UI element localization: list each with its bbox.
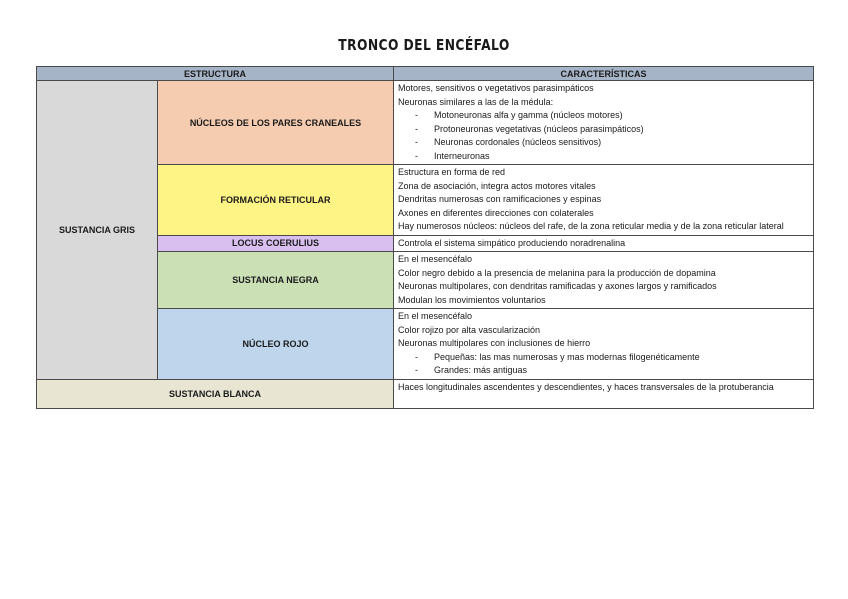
desc-formacion-reticular xyxy=(394,165,814,236)
list-item: - Protoneuronas vegetativas (núcleos parasimpáticos) xyxy=(398,123,810,137)
desc-line: Neuronas multipolares con inclusiones de hierro xyxy=(398,338,591,348)
desc-sustancia-negra xyxy=(394,252,814,309)
row-blanca xyxy=(37,379,814,408)
desc-line: En el mesencéfalo xyxy=(398,254,473,264)
desc-line: Neuronas multipolares, con dendritas ramificadas y axones largos y ramificados xyxy=(398,281,717,291)
list-item: - Neuronas cordonales (núcleos sensitivos) xyxy=(398,136,810,150)
group-sustancia-gris: SUSTANCIA GRIS xyxy=(37,81,158,380)
group-sustancia-blanca: SUSTANCIA BLANCA xyxy=(37,379,394,408)
desc-line: Color negro debido a la presencia de melanina para la producción de dopamina xyxy=(398,267,716,278)
desc-sustancia-blanca xyxy=(394,379,814,408)
header-estructura: ESTRUCTURA xyxy=(37,67,394,81)
desc-line: Dendritas numerosas con ramificaciones y espinas xyxy=(398,194,602,204)
desc-line: Estructura en forma de red xyxy=(398,167,506,177)
desc-line: Color rojizo por alta vascularización xyxy=(398,324,541,335)
desc-line: Motores, sensitivos o vegetativos parasimpáticos xyxy=(398,83,594,93)
label-sustancia-negra: SUSTANCIA NEGRA xyxy=(158,252,394,309)
page-title: TRONCO DEL ENCÉFALO xyxy=(338,36,510,54)
label-pares-craneales: NÚCLEOS DE LOS PARES CRANEALES xyxy=(158,81,394,165)
list-item: - Pequeñas: las mas numerosas y mas modernas filogenéticamente xyxy=(398,351,810,365)
header-caracteristicas: CARACTERÍSTICAS xyxy=(394,67,814,81)
list-item: - Grandes: más antiguas xyxy=(398,364,810,378)
label-formacion-reticular: FORMACIÓN RETICULAR xyxy=(158,165,394,236)
label-locus-coerulius: LOCUS COERULIUS xyxy=(158,235,394,252)
desc-list xyxy=(398,351,810,378)
desc-line: Hay numerosos núcleos: núcleos del rafe, de la zona reticular media y de la zona reticular lateral xyxy=(398,221,784,231)
desc-line: Neuronas similares a las de la médula: xyxy=(398,96,554,107)
desc-line: En el mesencéfalo xyxy=(398,311,473,321)
header-row xyxy=(37,67,814,81)
desc-line: Haces longitudinales ascendentes y descendientes, y haces transversales de la protuberancia xyxy=(398,381,774,392)
desc-line: Axones en diferentes direcciones con colaterales xyxy=(398,207,594,218)
brainstem-table xyxy=(36,66,814,409)
row-pares xyxy=(37,81,814,165)
desc-line: Controla el sistema simpático produciendo noradrenalina xyxy=(398,237,626,248)
label-nucleo-rojo: NÚCLEO ROJO xyxy=(158,309,394,380)
desc-line: Zona de asociación, integra actos motores vitales xyxy=(398,180,596,191)
desc-locus-coerulius xyxy=(394,235,814,252)
desc-line: Modulan los movimientos voluntarios xyxy=(398,294,546,305)
desc-nucleo-rojo xyxy=(394,309,814,380)
list-item: - Interneuronas xyxy=(398,150,810,164)
list-item: - Motoneuronas alfa y gamma (núcleos motores) xyxy=(398,109,810,123)
desc-pares-craneales xyxy=(394,81,814,165)
desc-list xyxy=(398,109,810,163)
